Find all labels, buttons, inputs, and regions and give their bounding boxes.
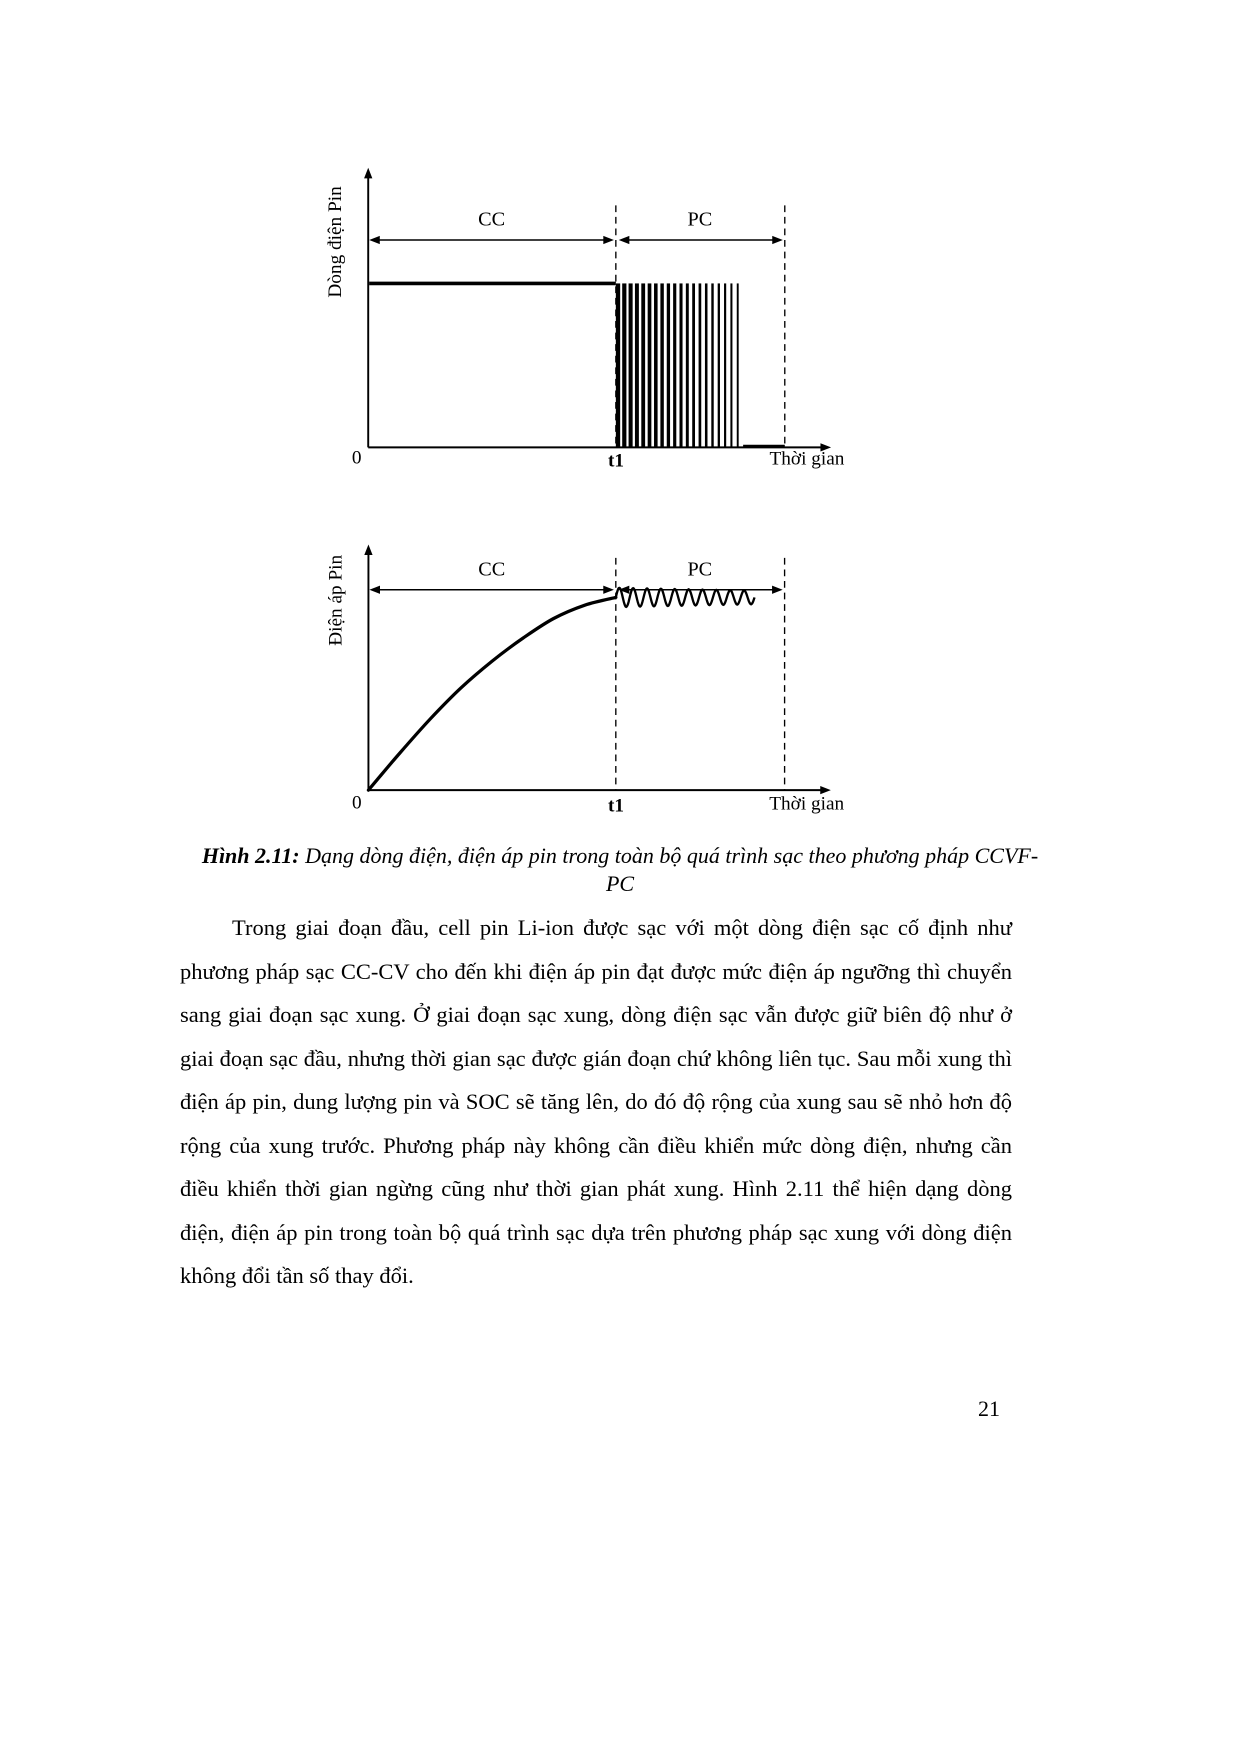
current-pulse (648, 283, 652, 447)
page-number: 21 (978, 1396, 1000, 1421)
voltage-origin-tick: 0 (352, 792, 362, 814)
current-t1-tick: t1 (608, 450, 625, 472)
body-paragraph: Trong giai đoạn đầu, cell pin Li-ion được sạc với một dòng điện sạc cố định như phương pháp sạc CC-CV cho đến khi điện áp pin đạt được mức điện áp ngưỡng thì chuyển sang giai đoạn sạc xung. Ở giai đoạn sạc xung, dòng điện sạc vẫn được giữ biên độ như ở giai đoạn sạc đầu, nhưng thời gian sạc được gián đoạn chứ không liên tục. Sau mỗi xung thì điện áp pin, dung lượng pin và SOC sẽ tăng lên, do đó độ rộng của xung sau sẽ nhỏ hơn độ rộng của xung trước. Phương pháp này không cần điều khiển mức dòng điện, nhưng cần điều khiển thời gian ngừng cũng như thời gian phát xung. Hình 2.11 thể hiện dạng dòng điện, điện áp pin trong toàn bộ quá trình sạc dựa trên phương pháp sạc xung với dòng điện không đổi tần số thay đổi. (180, 915, 1012, 1288)
current-pulse (692, 283, 695, 447)
current-pulse (654, 283, 658, 447)
voltage-pc-span-arrow-right-arrowhead (772, 586, 783, 594)
voltage-ripple-curve (616, 588, 755, 607)
current-pulse (705, 283, 708, 447)
voltage-y-axis-arrowhead (364, 544, 372, 555)
current-pulse (737, 283, 739, 447)
voltage-plot (364, 544, 831, 794)
current-pulse (616, 283, 620, 447)
voltage-rise-curve (368, 597, 615, 790)
voltage-cc-span-arrow-right-arrowhead (603, 586, 614, 594)
voltage-cc-span-arrow-left-arrowhead (369, 586, 380, 594)
figure-voltage-chart (320, 530, 860, 824)
current-pc-span-arrow-right-arrowhead (772, 236, 783, 244)
current-pc-region-label: PC (687, 208, 713, 231)
current-pulse (724, 283, 726, 447)
current-pulse (635, 283, 639, 447)
voltage-x-axis-label: Thời gian (769, 793, 845, 815)
current-pulse (641, 283, 645, 447)
current-pulse (679, 283, 682, 447)
current-pulse (686, 283, 689, 447)
current-y-axis-label: Dòng điện Pin (325, 186, 347, 298)
figure-current-chart (320, 158, 860, 491)
current-pulse (718, 283, 720, 447)
current-y-axis-arrowhead (364, 168, 372, 179)
current-cc-region-label: CC (478, 208, 506, 231)
figure-caption-label: Hình 2.11: (201, 843, 300, 868)
current-pulse (730, 283, 732, 447)
current-cc-span-arrow-left-arrowhead (369, 236, 380, 244)
current-x-axis-label: Thời gian (769, 448, 845, 470)
figure-caption-text: Dạng dòng điện, điện áp pin trong toàn bộ quá trình sạc theo phương pháp CCVF-PC (305, 843, 1039, 896)
current-pc-span-arrow-left-arrowhead (619, 236, 630, 244)
current-chart-svg (320, 158, 860, 486)
current-pulse (660, 283, 663, 447)
voltage-cc-region-label: CC (478, 558, 506, 581)
current-pulse (711, 283, 713, 447)
voltage-chart-svg (320, 530, 860, 819)
current-pulse (667, 283, 670, 447)
current-pulse (699, 283, 702, 447)
current-cc-span-arrow-right-arrowhead (603, 236, 614, 244)
voltage-pc-region-label: PC (687, 558, 713, 581)
figure-caption (200, 842, 1040, 898)
voltage-y-axis-label: Điện áp Pin (325, 554, 347, 646)
current-plot (364, 168, 831, 452)
voltage-t1-tick: t1 (607, 795, 625, 817)
current-origin-tick: 0 (351, 447, 362, 469)
current-pulse (622, 283, 626, 447)
current-pulse (673, 283, 676, 447)
current-pulse (629, 283, 633, 447)
